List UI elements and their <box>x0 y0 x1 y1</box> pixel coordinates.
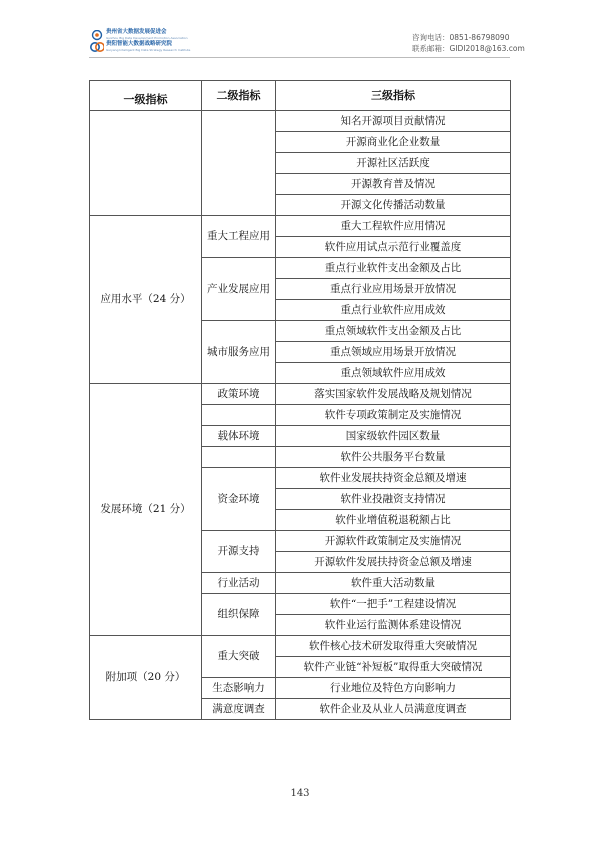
header-level3: 三级指标 <box>276 81 511 111</box>
level2-open-source-support: 开源支持 <box>202 531 276 573</box>
level3-cell: 重大工程软件应用情况 <box>276 216 511 237</box>
level2-carrier-env: 载体环境 <box>202 426 276 447</box>
table-row <box>90 636 511 657</box>
level2-major-project: 重大工程应用 <box>202 216 276 258</box>
level3-cell: 重点行业应用场景开放情况 <box>276 279 511 300</box>
contact-phone: 咨询电话：0851-86798090 <box>412 33 510 42</box>
level2-cell-blank <box>202 447 276 468</box>
level3-cell: 软件业运行监测体系建设情况 <box>276 615 511 636</box>
page-number: 143 <box>290 788 310 799</box>
header-level2: 二级指标 <box>202 81 276 111</box>
level1-environment: 发展环境（21 分） <box>90 384 202 636</box>
level3-cell: 软件业增值税退税额占比 <box>276 510 511 531</box>
level3-cell: 知名开源项目贡献情况 <box>276 111 511 132</box>
table-row <box>90 111 511 132</box>
level3-cell: 重点领域软件应用成效 <box>276 363 511 384</box>
level2-city-service: 城市服务应用 <box>202 321 276 384</box>
level3-cell: 重点领域软件支出金额及占比 <box>276 321 511 342</box>
level2-org-guarantee: 组织保障 <box>202 594 276 636</box>
table-header-row <box>90 81 511 111</box>
level3-cell: 软件专项政策制定及实施情况 <box>276 405 511 426</box>
level3-cell: 软件应用试点示范行业覆盖度 <box>276 237 511 258</box>
level3-cell: 国家级软件园区数量 <box>276 426 511 447</box>
level3-cell: 开源教育普及情况 <box>276 174 511 195</box>
level2-cell-blank <box>202 405 276 426</box>
level3-cell: 开源文化传播活动数量 <box>276 195 511 216</box>
level2-satisfaction: 满意度调查 <box>202 699 276 720</box>
level3-cell: 行业地位及特色方向影响力 <box>276 678 511 699</box>
table-row <box>90 384 511 405</box>
level3-cell: 软件产业链“补短板”取得重大突破情况 <box>276 657 511 678</box>
level1-cell-blank <box>90 111 202 216</box>
level2-industry-dev: 产业发展应用 <box>202 258 276 321</box>
level2-breakthrough: 重大突破 <box>202 636 276 678</box>
level3-cell: 重点领域应用场景开放情况 <box>276 342 511 363</box>
level2-policy-env: 政策环境 <box>202 384 276 405</box>
level1-bonus: 附加项（20 分） <box>90 636 202 720</box>
logo-emblem-icon <box>90 30 104 54</box>
level3-cell: 软件业投融资支持情况 <box>276 489 511 510</box>
level1-application: 应用水平（24 分） <box>90 216 202 384</box>
level3-cell: 软件企业及从业人员满意度调查 <box>276 699 511 720</box>
page-header <box>0 0 600 70</box>
contact-email: 联系邮箱：GIDI2018@163.com <box>412 44 525 53</box>
level3-cell: 软件业发展扶持资金总额及增速 <box>276 468 511 489</box>
level3-cell: 开源软件政策制定及实施情况 <box>276 531 511 552</box>
org-name-1-en: Guizhou Big Data Development Promotion Association <box>106 35 188 40</box>
level3-cell: 落实国家软件发展战略及规划情况 <box>276 384 511 405</box>
table-row <box>90 216 511 237</box>
level2-cell-blank <box>202 111 276 216</box>
level3-cell: 软件重大活动数量 <box>276 573 511 594</box>
indicator-table <box>89 80 511 720</box>
level2-industry-activity: 行业活动 <box>202 573 276 594</box>
level3-cell: 重点行业软件支出金额及占比 <box>276 258 511 279</box>
header-level1: 一级指标 <box>90 81 202 111</box>
contact-info <box>412 32 525 54</box>
org-name-2-en: Guiyang Intelligent Big Data Strategy Research Institute <box>106 47 191 52</box>
level3-cell: 软件核心技术研发取得重大突破情况 <box>276 636 511 657</box>
org-name-1: 贵州省大数据发展促进会 <box>106 29 167 35</box>
organization-logo <box>90 30 210 54</box>
level3-cell: 软件公共服务平台数量 <box>276 447 511 468</box>
level3-cell: 重点行业软件应用成效 <box>276 300 511 321</box>
level3-cell: 开源商业化企业数量 <box>276 132 511 153</box>
level3-cell: 开源社区活跃度 <box>276 153 511 174</box>
level2-eco-influence: 生态影响力 <box>202 678 276 699</box>
level2-fund-env: 资金环境 <box>202 468 276 531</box>
header-divider <box>89 57 510 58</box>
level3-cell: 软件“一把手”工程建设情况 <box>276 594 511 615</box>
org-name-2: 贵阳智能大数据战略研究院 <box>106 41 173 47</box>
level3-cell: 开源软件发展扶持资金总额及增速 <box>276 552 511 573</box>
